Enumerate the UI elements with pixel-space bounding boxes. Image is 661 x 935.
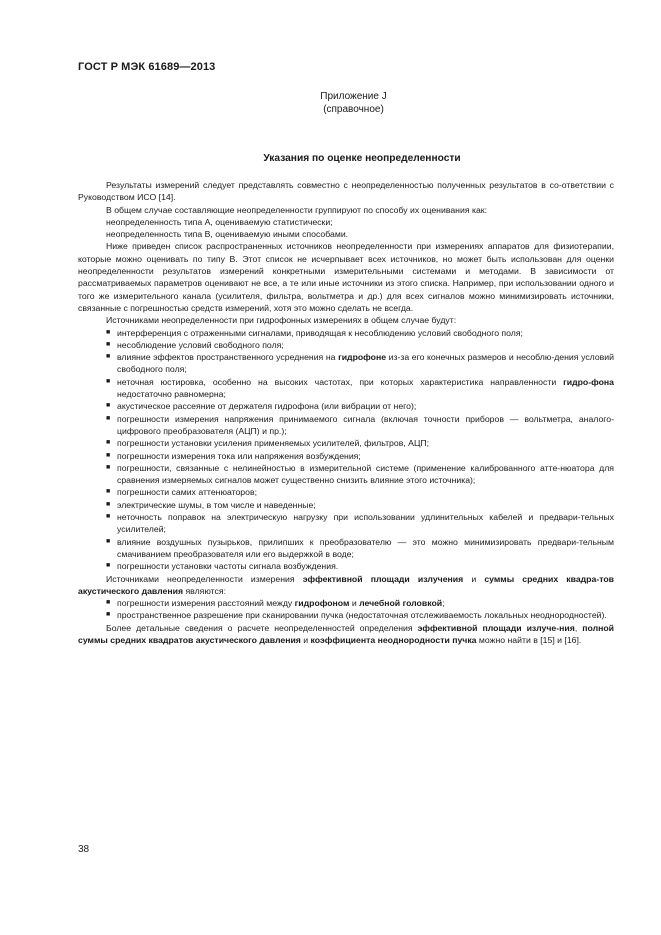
paragraph: неопределенность типа В, оцениваемую иными способами. xyxy=(106,229,349,240)
bullet-icon: ■ xyxy=(106,439,111,447)
bullet-icon: ■ xyxy=(106,377,111,385)
annex-subtitle: (справочное) xyxy=(323,104,384,115)
bullet-icon: ■ xyxy=(106,513,111,521)
list-item: ■ погрешности измерения тока или напряжения возбуждения; xyxy=(106,450,361,461)
list-item: ■ неточность поправок на электрическую нагрузку при использовании удлинительных кабелей и предвари-тельных усилителей; xyxy=(106,512,614,535)
bullet-icon: ■ xyxy=(106,488,111,496)
hydrophone-uncertainty-list xyxy=(78,327,614,573)
document-body xyxy=(78,179,614,646)
bullet-icon: ■ xyxy=(106,451,111,459)
paragraph: Более детальные сведения о расчете неопределенностей определения эффективной площади излуче-ния, полной суммы средних квадратов акустического давления и коэффициента неоднородности пучка можно найти в [15] и [16]. xyxy=(78,622,615,645)
list-item: ■ погрешности измерения расстояний между гидрофоном и лечебной головкой; xyxy=(106,598,445,609)
list-item: ■ несоблюдение условий свободного поля; xyxy=(106,339,284,350)
list-item: ■ погрешности установки частоты сигнала возбуждения. xyxy=(106,561,339,572)
list-item: ■ интерференция с отраженными сигналами, приводящая к несоблюдению условий свободного поля; xyxy=(106,327,523,338)
bullet-icon: ■ xyxy=(106,599,111,607)
paragraph: Ниже приведен список распространенных источников неопределенности при измерениях аппаратов для физиотерапии, которые можно оценивать по типу В. Этот список не исчерпывает всех источников, но может быть использован для оценки неопределенности результатов измерений конкретными измерительными системами и методами. В зависимости от рассматриваемых параметров оценивают не все, а те или иные источники из этого списка. Например, при использовании одного и того же измерительного канала (усилителя, фильтра, вольтметра и др.) для всех сигналов можно минимизировать источники, связанные с погрешностью средств измерений, хотя это можно сделать не всегда. xyxy=(78,241,614,313)
bullet-icon: ■ xyxy=(106,562,111,570)
paragraph: неопределенность типа А, оцениваемую статистически; xyxy=(106,216,333,227)
bullet-icon: ■ xyxy=(106,500,111,508)
list-item: ■ влияние эффектов пространственного усреднения на гидрофоне из-за его конечных размеров и несоблю-дения условий свободного поля; xyxy=(106,352,614,375)
list-item: ■ неточная юстировка, особенно на высоких частотах, при которых характеристика направленности гидро-фона недостаточно равномерна; xyxy=(106,376,614,400)
bullet-icon: ■ xyxy=(106,463,111,471)
section-title: Указания по оценке неопределенности xyxy=(263,153,461,164)
era-uncertainty-list xyxy=(78,597,614,622)
bullet-icon: ■ xyxy=(106,611,111,619)
annex-heading xyxy=(0,90,661,116)
bullet-icon: ■ xyxy=(106,537,111,545)
bullet-icon: ■ xyxy=(106,340,111,348)
bullet-icon: ■ xyxy=(106,353,111,361)
bullet-icon: ■ xyxy=(106,414,111,422)
bullet-icon: ■ xyxy=(106,328,111,336)
list-item: ■ погрешности самих аттенюаторов; xyxy=(106,487,258,498)
list-item: ■ влияние воздушных пузырьков, прилипших к преобразователю — это можно минимизировать предвари-тельным смачиванием преобразователя или его выдержкой в воде; xyxy=(106,536,614,559)
paragraph: В общем случае составляющие неопределенности группируют по способу их оценивания как: xyxy=(106,204,487,215)
paragraph: Источниками неопределенности измерения эффективной площади излучения и суммы средних квадра-тов акустического давления являются: xyxy=(78,573,615,596)
document-header: ГОСТ Р МЭК 61689—2013 xyxy=(78,61,216,73)
paragraph: Источниками неопределенности при гидрофонных измерениях в общем случае будут: xyxy=(106,315,457,326)
annex-title: Приложение J xyxy=(320,91,387,102)
paragraph: Результаты измерений следует представлять совместно с неопределенностью полученных результатов в со-ответствии с Руководством ИСО [14]. xyxy=(78,180,614,203)
list-item: ■ акустическое рассеяние от держателя гидрофона (или вибрации от него); xyxy=(106,401,417,412)
list-item: ■ погрешности, связанные с нелинейностью в измерительной системе (применение калиброванного атте-нюатора для сравнения измеряемых сигналов может существенно снизить влияние этого источника); xyxy=(106,462,614,486)
bullet-icon: ■ xyxy=(106,402,111,410)
list-item: ■ погрешности установки усиления применяемых усилителей, фильтров, АЦП; xyxy=(106,438,430,449)
list-item: ■ электрические шумы, в том числе и наведенные; xyxy=(106,499,316,510)
list-item: ■ пространственное разрешение при сканировании пучка (недостаточная отслеживаемость локальных неоднородностей). xyxy=(106,610,607,621)
list-item: ■ погрешности измерения напряжения принимаемого сигнала (включая точности приборов — вольтметра, аналого-цифрового преобразователя (АЦП) и пр.); xyxy=(106,413,614,436)
page-number: 38 xyxy=(78,844,90,855)
